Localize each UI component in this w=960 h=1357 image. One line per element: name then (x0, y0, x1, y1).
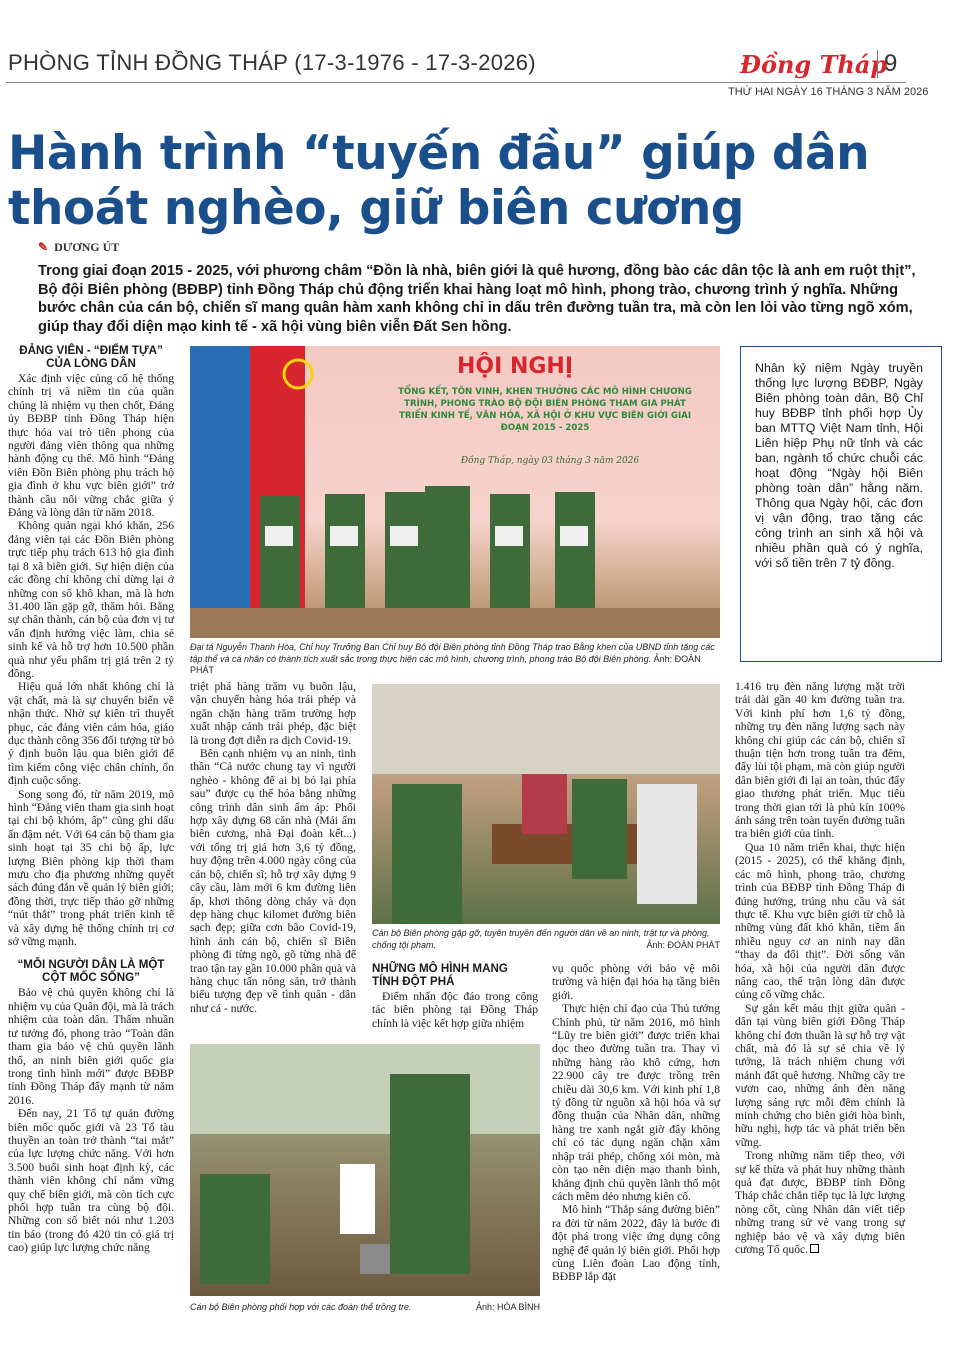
headline-line-1: Hành trình “tuyến đầu” giúp dân (8, 126, 870, 181)
headline-line-2: thoát nghèo, giữ biên cương (8, 181, 744, 236)
column-3 (372, 962, 538, 1030)
photo-conference (190, 346, 720, 638)
banner-text: TỔNG KẾT, TÔN VINH, KHEN THƯỞNG CÁC MÔ HÌNH CHƯƠNG TRÌNH, PHONG TRÀO BỘ ĐỘI BIÊN PHÒNG THAM GIA PHÁT TRIỂN KINH TẾ, VĂN HÓA, XÃ HỘI Ở KHU VỰC BIÊN GIỚI GIAI ĐOẠN 2015 - 2025 (398, 387, 692, 433)
photo-credit: Ảnh: ĐOÀN PHÁT (646, 939, 720, 950)
paragraph: Sự gắn kết máu thịt giữa quân - dân tại vùng biên giới Đồng Tháp không chỉ đơn thuần là sự hỗ trợ vật chất, mà đó là sự sẻ chia về lý tưởng, là trách nhiệm chung với mảnh đất quê hương. Những cây tre vươn cao, những ánh đèn năng lượng sáng rực mỗi đêm chính là minh chứng cho biên giới hòa bình, hữu nghị, hợp tác và phát triển bền vững. (735, 1001, 905, 1149)
article-headline (8, 126, 948, 236)
caption-text: Cán bộ Biên phòng phối hợp với các đoàn thể trồng tre. (190, 1302, 412, 1312)
paragraph: Điểm nhấn độc đáo trong công tác biên phòng tại Đồng Tháp chính là việc kết hợp giữa nhiệm (372, 990, 538, 1030)
shovel (360, 1244, 390, 1274)
subheading-1: ĐẢNG VIÊN - “ĐIỂM TỰA” CỦA LÒNG DÂN (19, 344, 163, 370)
column-4 (552, 962, 720, 1284)
column-2 (190, 680, 356, 1015)
paragraph: Bên cạnh nhiệm vụ an ninh, tinh thần “Cả nước chung tay vì người nghèo - không để ai bị bỏ lại phía sau” được cụ thể hóa bằng những công trình dân sinh ấm áp: Phối hợp xây dựng 68 căn nhà (Mái ấm biên cương, nhà Đại đoàn kết...) với tổng trị giá hơn 3,6 tỷ đồng, huy động trên 4.000 ngày công của cán bộ, chiến sĩ; hỗ trợ xây dựng 9 cây cầu, làm mới 6 km đường liên ấp, khơi thông dòng chảy và dọn dẹp hàng chục kilomet đường biên sạch đẹp; giữa cơn bão Covid-19, hình ảnh cán bộ, chiến sĩ Biên phòng đi từng ngõ, gõ từng nhà để trao tận tay gần 10.000 phần quà và hàng chục tấn nông sản, trở thành biểu tượng đẹp về tình quân - dân như cá - nước. (190, 747, 356, 1015)
column-5 (735, 680, 905, 1256)
planting-scene (190, 1044, 540, 1296)
paragraph (735, 1149, 905, 1256)
paragraph: Qua 10 năm triển khai, thực hiện (2015 - 2025), có thể khẳng định, các mô hình, phong trào, chương trình của BĐBP tỉnh Đồng Tháp đi đúng hướng, trúng nhu cầu và sát thực tế. Khu vực biên giới từ chỗ là những vùng đất khó khăn, tiềm ẩn nhiều nguy cơ an ninh nay dần “thay da đổi thịt”. Đời sống văn hóa, xã hội của người dân được nâng cao, thế trận lòng dân được củng cố vững chắc. (735, 840, 905, 1002)
byline (38, 240, 119, 255)
page-number: 9 (877, 50, 897, 78)
sidebar-box (740, 346, 942, 662)
photo-meeting (372, 684, 720, 924)
closing-text: Trong những năm tiếp theo, với sự kế thừa và phát huy những thành quả đạt được, BĐBP tỉnh Đồng Tháp chắc chắn tiếp tục là lực lượng nòng cốt, cùng Nhân dân viết tiếp những trang sử vẻ vang trong sự nghiệp bảo vệ và xây dựng biên cương Tổ quốc. (735, 1149, 905, 1257)
paragraph: Không quản ngại khó khăn, 256 đảng viên tại các Đồn Biên phòng trực tiếp phụ trách 613 hộ gia đình tại 8 xã biên giới. Sự hiện diện của các đồng chí không chỉ dừng lại ở những con số khô khan, mà là hơn 31.400 lần gặp gỡ, thăm hỏi. Bằng sự chân thành, cán bộ của đơn vị tư vấn định hướng việc làm, chia sẻ sinh kế và hỗ trợ hơn 10.500 phần quà như yếu phẩm trị giá trên 2 tỷ đồng. (8, 519, 174, 680)
newspaper-logo: Đồng Tháp (740, 50, 888, 79)
section-header: PHÒNG TỈNH ĐỒNG THÁP (17-3-1976 - 17-3-2026) (8, 50, 536, 75)
stage-floor (190, 608, 720, 638)
paragraph: Thực hiện chỉ đạo của Thủ tướng Chính phủ, từ năm 2016, mô hình “Lũy tre biên giới” được triển khai dọc theo đường tuần tra. Thay vì những hàng rào khô cứng, hơn 22.900 cây tre được trồng trên chiều dài 30,6 km. Với kinh phí 1,8 tỷ đồng từ nguồn xã hội hóa và sự đồng thuận của Nhân dân, những hàng tre xanh ngắt giờ đây không chỉ có tác dụng ngăn chặn xâm nhập trái phép, chống xói mòn, mà còn tạo nên diện mạo thanh bình, khẳng định chủ quyền lãnh thổ một cách mềm dẻo nhưng kiên cố. (552, 1002, 720, 1203)
paragraph: vụ quốc phòng với bảo vệ môi trường và hiện đại hóa hạ tầng biên giới. (552, 962, 720, 1002)
sidebar-text: Nhân kỷ niệm Ngày truyền thống lực lượng BĐBP, Ngày Biên phòng toàn dân, Bộ Chỉ huy BĐBP tỉnh phối hợp Ủy ban MTTQ Việt Nam tỉnh, Hội Liên hiệp Phụ nữ tỉnh và các ban, ngành tổ chức chuỗi các hoạt động “Ngày hội Biên phòng toàn dân” hằng năm. Thông qua Ngày hội, các đơn vị vận động, trao tặng các công trình an sinh xã hội và nhiều phần quà có ý nghĩa, với số tiền trên 7 tỷ đồng. (755, 361, 923, 570)
byline-author: DƯƠNG ÚT (54, 240, 120, 254)
subheading-3: NHỮNG MÔ HÌNH MANG TÍNH ĐỘT PHÁ (372, 962, 508, 988)
sky (190, 1044, 540, 1134)
paragraph: triệt phá hàng trăm vụ buôn lậu, vận chuyển hàng hóa trái phép và ngăn chặn hàng trăm trường hợp xuất nhập cảnh trái phép, đặc biệt là trong đợt diễn ra dịch Covid-19. (190, 680, 356, 747)
issue-date: THỨ HAI NGÀY 16 THÁNG 3 NĂM 2026 (728, 86, 929, 98)
paragraph: 1.416 trụ đèn năng lượng mặt trời trải dài gần 40 km đường tuần tra. Với kinh phí hơn 1,6 tỷ đồng, những trụ đèn năng lượng sạch này không chỉ giúp các cán bộ, chiến sĩ thuận tiện hơn trong tuần tra đêm, đẩy lùi tội phạm, mà còn giúp người dân biên giới đi lại an toàn, thúc đẩy giao thương phát triển. Mục tiêu trong thời gian tới là phủ kín 100% ánh sáng trên toàn tuyến đường tuần tra biên giới của tỉnh. (735, 680, 905, 841)
caption-text: Cán bộ Biên phòng gặp gỡ, tuyên truyền đến người dân về an ninh, trật tự và phòng, chống tội phạm. (372, 928, 710, 950)
subheading-2: “MỖI NGƯỜI DÂN LÀ MỘT CỘT MỐC SỐNG” (17, 958, 165, 985)
meeting-scene (372, 684, 720, 924)
paragraph: Đến nay, 21 Tổ tự quản đường biên mốc quốc giới và 23 Tổ tàu thuyền an toàn trở thành “tai mắt” của lực lượng chức năng. Với hơn 3.500 buổi sinh hoạt định kỳ, các thành viên không chỉ nắm vững quy chế biên giới, mà còn tích cực phối hợp tuần tra cùng bộ đội. Những con số biết nói như 1.203 tin báo (trong đó 420 tin có giá trị cao) giúp lực lượng chức năng (8, 1107, 174, 1255)
banner-date: Đồng Tháp, ngày 03 tháng 3 năm 2026 (460, 456, 640, 466)
column-1 (8, 344, 174, 1255)
pen-icon: ✎ (38, 240, 49, 254)
photo-planting (190, 1044, 540, 1296)
wall (372, 684, 720, 774)
photo-credit: Ảnh: ĐOÀN PHÁT (190, 653, 701, 675)
photo-credit: Ảnh: HÒA BÌNH (475, 1302, 540, 1312)
paragraph: Mô hình “Thắp sáng đường biên” ra đời từ năm 2022, đây là bước đi đột phá trong việc ứng dụng công nghệ để quản lý biên giới. Phối hợp cùng Liên đoàn Lao động tỉnh, BĐBP lắp đặt (552, 1203, 720, 1284)
header-rule (6, 82, 906, 83)
photo-caption-1 (190, 642, 720, 677)
soldiers-group (260, 486, 595, 608)
end-mark-icon (810, 1244, 819, 1253)
paragraph: Song song đó, từ năm 2019, mô hình “Đảng viên tham gia sinh hoạt tại chi bộ khóm, ấp” cũng ghi dấu ấn đậm nét. Với 64 cán bộ tham gia sinh hoạt tại 35 chi bộ ấp, lực lượng Biên phòng kịp thời tham mưu cho địa phương những quyết sách đúng đắn về quản lý biên giới; đồng thời, trực tiếp tháo gỡ những “nút thắt” trong phát triển kinh tế và xây dựng hệ thống chính trị cơ sở vững mạnh. (8, 787, 174, 949)
blue-panel (190, 346, 250, 638)
photo-caption-2 (372, 928, 720, 951)
paragraph: Xác định việc củng cố hệ thống chính trị và niềm tin của quần chúng là nhiệm vụ then chốt, Đảng ủy BĐBP tỉnh Đồng Tháp hiện thực hóa vai trò tiên phong của người đảng viên thông qua những hành động cụ thể. Mô hình “Đảng viên Đồn Biên phòng phụ trách hộ gia đình ở khu vực biên giới” trở thành cầu nối vững chắc giữa ý Đảng và lòng dân từ năm 2018. (8, 372, 174, 520)
photo-caption-3 (190, 1302, 540, 1314)
paragraph: Bảo vệ chủ quyền không chỉ là nhiệm vụ của Quân đội, mà là trách nhiệm của toàn dân. Thấm nhuần tư tưởng đó, phong trào “Toàn dân tham gia bảo vệ chủ quyền lãnh thổ, an ninh biên giới quốc gia trong tình hình mới” được BĐBP tỉnh Đồng Tháp đẩy mạnh từ năm 2016. (8, 986, 174, 1107)
article-sapo: Trong giai đoạn 2015 - 2025, với phương châm “Đồn là nhà, biên giới là quê hương, đồng bào các dân tộc là anh em ruột thịt”, Bộ đội Biên phòng (BĐBP) tỉnh Đồng Tháp chủ động triển khai hàng loạt mô hình, phong trào, chương trình ý nghĩa. Những bước chân của cán bộ, chiến sĩ mang quân hàm xanh không chỉ in dấu trên đường tuần tra, mà còn len lỏi vào từng ngõ xóm, giúp thay đổi diện mạo kinh tế - xã hội vùng biên viễn Đất Sen hồng. (38, 263, 916, 335)
volunteer (340, 1164, 375, 1234)
caption-text: Đại tá Nguyễn Thanh Hòa, Chỉ huy Trưởng Ban Chỉ huy Bộ đội Biên phòng tỉnh Đồng Tháp trao Bằng khen của UBND tỉnh tặng các tập thể và cá nhân có thành tích xuất sắc trong thực hiện các mô hình, chương trình, phong trào Bộ đội Biên phòng. (190, 642, 715, 664)
banner-title: HỘI NGHỊ (456, 354, 574, 379)
paragraph: Hiệu quả lớn nhất không chỉ là vật chất, mà là sự chuyển biến về nhận thức. Nhờ sự kiên trì thuyết phục, các đảng viên cảm hóa, giáo dục thành công 356 đối tượng từ bỏ ý định buôn lậu qua biên giới để tìm kiếm công việc chân chính, ổn định cuộc sống. (8, 680, 174, 788)
